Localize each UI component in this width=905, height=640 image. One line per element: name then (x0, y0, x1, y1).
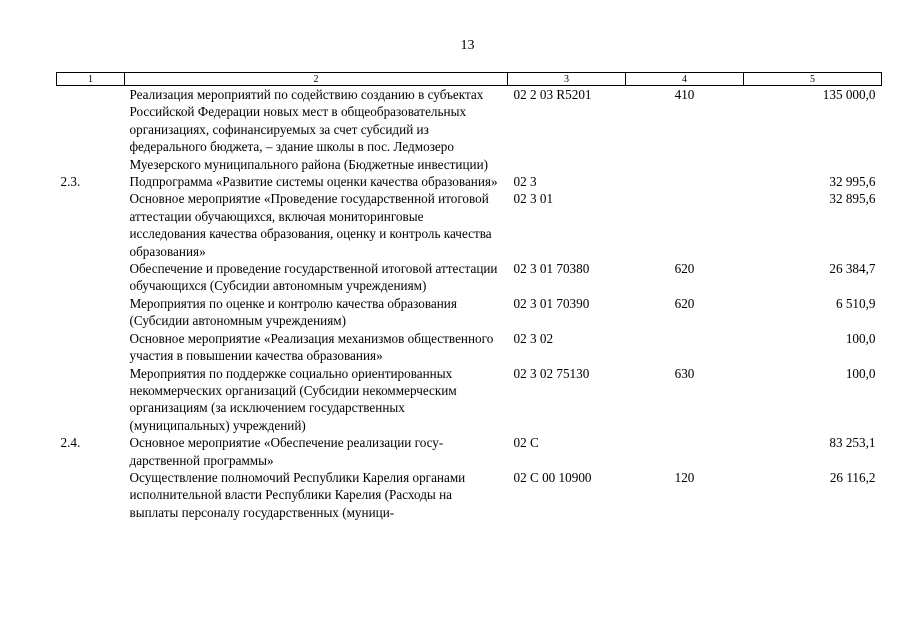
row-number: 2.4. (60, 435, 81, 451)
budget-table (56, 72, 882, 521)
row-number (57, 190, 125, 260)
table-row (57, 434, 882, 469)
row-amount: 26 116,2 (829, 469, 876, 485)
row-name: Обеспечение и проведение государственной итоговой аттестации обучающихся (Субсидии автономным учреждениям) (129, 261, 498, 294)
row-number: 2.3. (60, 174, 81, 190)
row-expense-type (626, 190, 744, 260)
row-code: 02 С (513, 435, 539, 451)
row-code: 02 3 01 (513, 191, 554, 207)
row-name: Основное мероприятие «Реализация механизмов общественного участия в повышении качества образования» (129, 330, 494, 364)
table-row (57, 330, 882, 365)
table-row (57, 365, 882, 435)
row-code: 02 С 00 10900 (513, 469, 592, 485)
row-number (57, 330, 125, 365)
row-name: Реализация мероприятий по содействию созданию в субъектах Российской Федерации новых мест в общеобразовательных организациях, софинансируемых за счет субсидий из федерального бюджета, – здание школы в пос. Ледмозеро Муезерского муниципального района (Бюджетные инвестиции) (129, 87, 489, 172)
row-number (57, 260, 125, 295)
table-body (57, 86, 882, 522)
row-amount: 32 995,6 (829, 174, 876, 190)
table-row (57, 295, 882, 330)
row-code: 02 3 01 70380 (513, 261, 590, 277)
row-expense-type (626, 330, 744, 365)
row-code: 02 3 01 70390 (513, 295, 590, 311)
page-number: 13 (460, 38, 475, 53)
row-number (57, 295, 125, 330)
row-name: Осуществление полномочий Республики Карелия органами исполнительной власти Республики Карелия (Расходы на выплаты персоналу государственных (муници- (129, 469, 466, 520)
column-header-4: 4 (626, 73, 744, 86)
header-row (57, 73, 882, 86)
row-name: Основное мероприятие «Проведение государственной итоговой аттестации обучающихся, включая мониторинговые исследования качества образования, оценку и контроль качества образования» (129, 191, 492, 259)
row-name: Основное мероприятие «Обеспечение реализации государственной программы» (129, 435, 444, 468)
row-code: 02 3 02 (513, 330, 554, 346)
row-expense-type: 630 (674, 365, 695, 381)
table-header (57, 73, 882, 86)
table-row (57, 86, 882, 174)
row-expense-type: 620 (674, 261, 695, 277)
column-header-5: 5 (744, 73, 882, 86)
row-expense-type: 120 (674, 469, 695, 485)
table-row (57, 469, 882, 521)
row-name: Подпрограмма «Развитие системы оценки качества образования» (129, 174, 498, 190)
table-row (57, 260, 882, 295)
row-number (57, 86, 125, 174)
row-amount: 135 000,0 (822, 87, 876, 102)
row-amount: 83 253,1 (829, 435, 876, 451)
row-amount: 32 895,6 (829, 191, 876, 207)
row-code: 02 2 03 R5201 (513, 87, 592, 102)
row-expense-type: 410 (674, 87, 695, 102)
row-name: Мероприятия по оценке и контролю качества образования (Субсидии автономным учреждениям) (129, 295, 457, 329)
row-expense-type (626, 434, 744, 469)
column-header-1: 1 (57, 73, 125, 86)
column-header-2: 2 (125, 73, 508, 86)
row-name: Мероприятия по поддержке социально ориентированных некоммерческих организаций (Субсидии некоммерческим организациям (за исключением государственных (муниципальных) учреждений) (129, 365, 457, 433)
table-row (57, 190, 882, 260)
column-header-3: 3 (508, 73, 626, 86)
row-amount: 6 510,9 (835, 295, 876, 311)
row-number (57, 469, 125, 521)
row-code: 02 3 (513, 174, 537, 190)
row-amount: 26 384,7 (829, 261, 876, 277)
row-expense-type (626, 173, 744, 190)
row-code: 02 3 02 75130 (513, 365, 590, 381)
row-expense-type: 620 (674, 295, 695, 311)
table-row (57, 173, 882, 190)
row-amount: 100,0 (845, 330, 876, 346)
row-number (57, 365, 125, 435)
row-amount: 100,0 (845, 365, 876, 381)
